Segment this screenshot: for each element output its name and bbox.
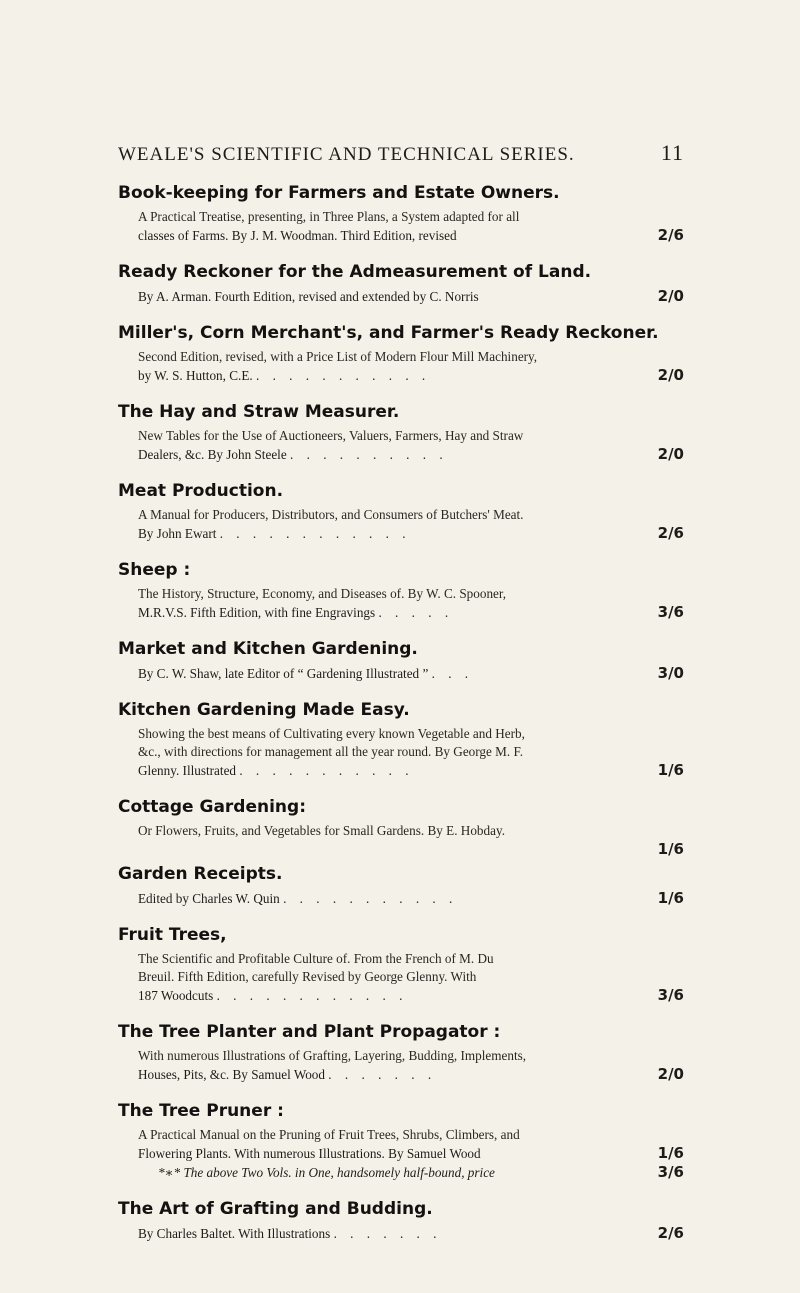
- entry-price-line: [118, 986, 684, 1005]
- catalogue-entry: [118, 402, 684, 464]
- entry-line: [138, 1225, 441, 1243]
- entry-line: Second Edition, revised, with a Price List of Modern Flour Mill Machinery,: [138, 349, 538, 364]
- dot-leader: . . . . . . . . . . .: [239, 763, 414, 778]
- entry-title: The Tree Pruner :: [118, 1101, 284, 1121]
- entry-title: Sheep :: [118, 560, 191, 580]
- dot-leader: . . . . . . .: [333, 1226, 442, 1241]
- dot-leader: . . . . . . . . . . . .: [219, 526, 411, 541]
- entry-price-line: [118, 287, 684, 306]
- entry-price: 1/6: [657, 761, 684, 779]
- entry-price: 2/6: [657, 226, 684, 244]
- entry-price-line: [118, 366, 684, 385]
- entry-title: Meat Production.: [118, 481, 284, 501]
- entry-description: [118, 1047, 684, 1065]
- entry-line: [138, 762, 414, 780]
- entry-line: &c., with directions for management all the year round. By George M. F.: [138, 744, 524, 759]
- entry-line-text: By C. W. Shaw, late Editor of “ Gardening Illustrated ”: [138, 666, 429, 681]
- entry-price-line: [118, 226, 684, 245]
- entry-line: Flowering Plants. With numerous Illustrations. By Samuel Wood: [138, 1146, 481, 1161]
- entry-price: 3/0: [657, 664, 684, 682]
- entry-price: 1/6: [657, 1144, 684, 1162]
- entry-price: 1/6: [657, 840, 684, 858]
- catalogue-entry: [118, 481, 684, 543]
- page-number: 11: [660, 140, 684, 165]
- entry-line: A Practical Manual on the Pruning of Fruit Trees, Shrubs, Climbers, and: [138, 1127, 520, 1142]
- entry-line-text: By John Ewart: [138, 526, 217, 541]
- entry-title: Miller's, Corn Merchant's, and Farmer's Ready Reckoner.: [118, 323, 659, 343]
- dot-leader: . . . . . . . . . . .: [283, 891, 458, 906]
- entry-line: [138, 604, 453, 622]
- entry-line-text: Edited by Charles W. Quin: [138, 891, 280, 906]
- entry-line: Or Flowers, Fruits, and Vegetables for Small Gardens. By E. Hobday.: [138, 823, 505, 838]
- entry-line: Breuil. Fifth Edition, carefully Revised by George Glenny. With: [138, 969, 477, 984]
- entry-price: 2/0: [657, 366, 684, 384]
- entry-note-line: [118, 1163, 684, 1182]
- entry-price-line: [118, 603, 684, 622]
- entry-price: 1/6: [657, 889, 684, 907]
- entry-price: 3/6: [657, 986, 684, 1004]
- entry-description: [118, 585, 684, 603]
- entry-description: [118, 427, 684, 445]
- entry-price-line: [118, 1065, 684, 1084]
- entry-line: [138, 665, 473, 683]
- entry-note-price: 3/6: [657, 1163, 684, 1181]
- entry-title: Market and Kitchen Gardening.: [118, 639, 418, 659]
- entry-line: Showing the best means of Cultivating every known Vegetable and Herb,: [138, 726, 525, 741]
- entry-price: 2/6: [657, 1224, 684, 1242]
- catalogue-entry: [118, 1101, 684, 1182]
- entry-title: Cottage Gardening:: [118, 797, 307, 817]
- entry-note: *∗* The above Two Vols. in One, handsomely half-bound, price: [158, 1165, 495, 1180]
- entry-line: A Manual for Producers, Distributors, and Consumers of Butchers' Meat.: [138, 507, 524, 522]
- entry-price: 2/0: [657, 445, 684, 463]
- entry-description: [118, 208, 684, 226]
- entry-line: [138, 987, 407, 1005]
- dot-leader: . . . . . . .: [328, 1067, 437, 1082]
- running-head: [118, 140, 684, 166]
- entry-price-line: [118, 445, 684, 464]
- entry-price: 3/6: [657, 603, 684, 621]
- entry-title: The Art of Grafting and Budding.: [118, 1199, 433, 1219]
- series-title: WEALE'S SCIENTIFIC AND TECHNICAL SERIES.: [118, 144, 575, 165]
- entry-line: With numerous Illustrations of Grafting, Layering, Budding, Implements,: [138, 1048, 527, 1063]
- entry-title: Ready Reckoner for the Admeasurement of Land.: [118, 262, 592, 282]
- entry-line: [138, 367, 430, 385]
- entry-description: [118, 506, 684, 524]
- entry-line: [138, 525, 411, 543]
- entry-line: The History, Structure, Economy, and Diseases of. By W. C. Spooner,: [138, 586, 507, 601]
- entry-line-text: M.R.V.S. Fifth Edition, with fine Engravings: [138, 605, 376, 620]
- catalogue-entry: [118, 1199, 684, 1243]
- entry-line-text: by W. S. Hutton, C.E.: [138, 368, 253, 383]
- entry-price: 2/0: [657, 1065, 684, 1083]
- entry-description: [118, 348, 684, 366]
- entry-price-line: [118, 524, 684, 543]
- entry-price-line: [118, 1144, 684, 1163]
- catalogue-entry: [118, 864, 684, 908]
- entry-description: [118, 950, 684, 986]
- entry-description: [118, 822, 684, 840]
- catalogue-entry: [118, 700, 684, 780]
- catalogue-entry: [118, 262, 684, 306]
- catalogue-entries: [118, 183, 684, 1260]
- entry-line: By A. Arman. Fourth Edition, revised and extended by C. Norris: [138, 289, 479, 304]
- entry-line: [138, 890, 457, 908]
- entry-title: The Tree Planter and Plant Propagator :: [118, 1022, 501, 1042]
- dot-leader: . . . . . . . . . . .: [255, 368, 431, 383]
- catalogue-entry: [118, 323, 684, 385]
- entry-line-text: Houses, Pits, &c. By Samuel Wood: [138, 1067, 325, 1082]
- catalogue-entry: [118, 925, 684, 1005]
- entry-price-line: [118, 664, 684, 683]
- entry-line: [138, 446, 448, 464]
- entry-line-text: Glenny. Illustrated: [138, 763, 237, 778]
- entry-title: Kitchen Gardening Made Easy.: [118, 700, 410, 720]
- dot-leader: . . . . .: [378, 605, 454, 620]
- entry-line: The Scientific and Profitable Culture of. From the French of M. Du: [138, 951, 494, 966]
- entry-price-line: [118, 1224, 684, 1243]
- entry-line: [138, 1066, 436, 1084]
- entry-line: New Tables for the Use of Auctioneers, Valuers, Farmers, Hay and Straw: [138, 428, 524, 443]
- catalogue-entry: [118, 183, 684, 245]
- entry-description: [118, 1126, 684, 1144]
- entry-price: 2/6: [657, 524, 684, 542]
- entry-title: Book-keeping for Farmers and Estate Owners.: [118, 183, 560, 203]
- catalogue-entry: [118, 1022, 684, 1084]
- dot-leader: . . . . . . . . . .: [290, 447, 448, 462]
- entry-title: The Hay and Straw Measurer.: [118, 402, 400, 422]
- entry-title: Garden Receipts.: [118, 864, 283, 884]
- catalogue-entry: [118, 560, 684, 622]
- entry-line-text: By Charles Baltet. With Illustrations: [138, 1226, 331, 1241]
- dot-leader: . . . . . . . . . . . .: [216, 988, 408, 1003]
- catalogue-entry: [118, 639, 684, 683]
- entry-price-line: [118, 761, 684, 780]
- entry-line: classes of Farms. By J. M. Woodman. Third Edition, revised: [138, 228, 457, 243]
- entry-title: Fruit Trees,: [118, 925, 227, 945]
- entry-price-line: [118, 889, 684, 908]
- entry-price: 2/0: [657, 287, 684, 305]
- catalogue-entry: [118, 797, 684, 858]
- entry-description: [118, 725, 684, 761]
- entry-line-text: 187 Woodcuts: [138, 988, 214, 1003]
- entry-line-text: Dealers, &c. By John Steele: [138, 447, 287, 462]
- entry-line: A Practical Treatise, presenting, in Three Plans, a System adapted for all: [138, 209, 520, 224]
- dot-leader: . . .: [431, 666, 474, 681]
